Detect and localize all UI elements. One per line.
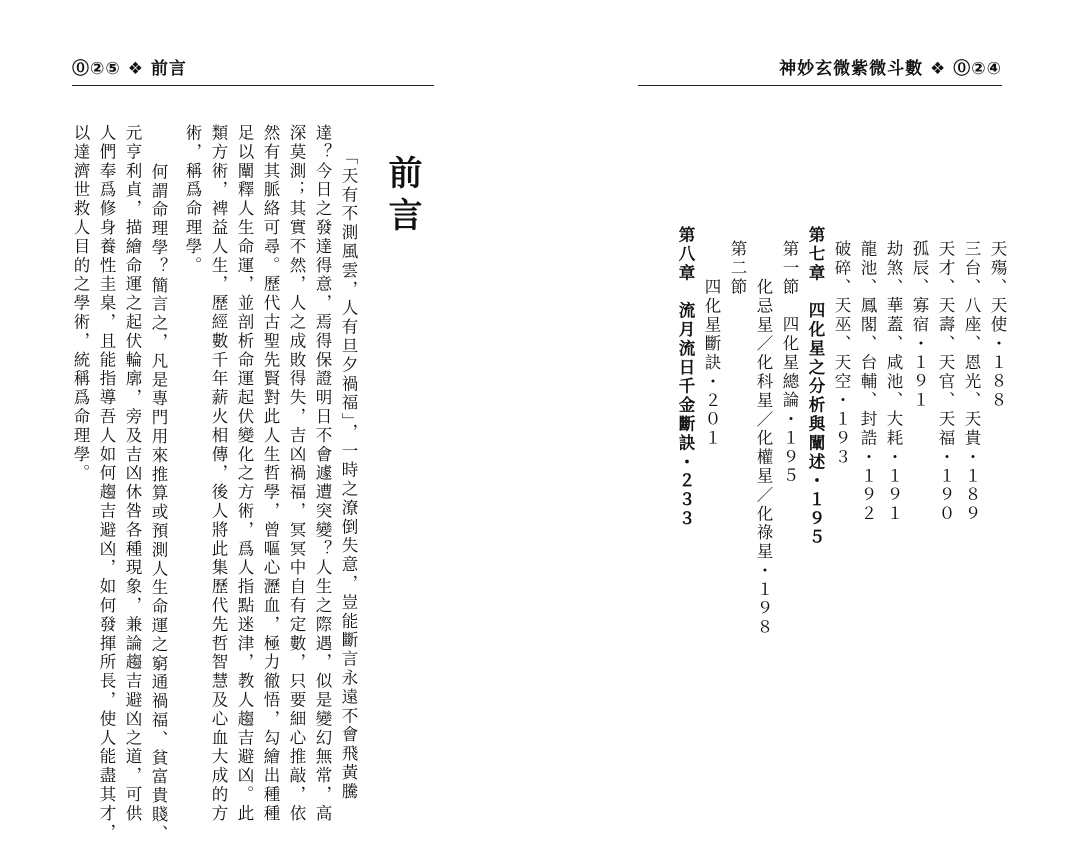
toc-entry-1: 天殤、天使・１８８ — [988, 240, 1007, 411]
toc-chapter-7: 第七章 四化星之分析與闡述・１９５ — [806, 226, 825, 548]
preface-column-7: 術，稱爲命理學。 — [183, 124, 202, 276]
toc-section-1: 第一節 四化星總論・１９５ — [780, 240, 799, 486]
toc-subentry-sihua: 化忌星／化科星／化權星／化祿星・１９８ — [754, 278, 773, 638]
toc-entry-6: 龍池、鳳閣、台輔、封誥・１９２ — [858, 240, 877, 524]
right-page — [540, 0, 1080, 752]
toc-entry-2: 三台、八座、恩光、天貴・１８９ — [962, 240, 981, 524]
left-header-text: ⓪②⑤ ❖ 前言 — [72, 59, 187, 79]
preface-column-11: 以達濟世救人目的之學術，統稱爲命理學。 — [71, 124, 90, 484]
preface-column-3: 深莫測；其實不然，人之成敗得失，吉凶禍福，冥冥中自有定數，只要細心推敲，依 — [287, 124, 306, 824]
preface-column-9: 元亨利貞，描繪命運之起伏輪廓，旁及吉凶休咎各種現象，兼論趨吉避凶之道，可供 — [123, 124, 142, 824]
toc-entry-4: 孤辰、寡宿・１９１ — [910, 240, 929, 411]
preface-column-8: 何謂命理學？簡言之，凡是專門用來推算或預測人生命運之窮通禍福、貧富貴賤、 — [149, 144, 168, 843]
toc-entry-3: 天才、天壽、天官、天福・１９０ — [936, 240, 955, 524]
toc-subentry-duanjue: 四化星斷訣・２０１ — [702, 278, 721, 449]
toc-entry-5: 劫煞、華蓋、咸池、大耗・１９１ — [884, 240, 903, 524]
preface-title: 前言 — [382, 155, 422, 239]
right-page-header — [638, 55, 1002, 86]
toc-entry-7: 破碎、天巫、天空・１９３ — [832, 240, 851, 467]
toc-chapter-8: 第八章 流月流日千金斷訣・２３３ — [676, 226, 695, 529]
left-page-header — [72, 55, 434, 86]
preface-column-6: 類方術，裨益人生，歷經數千年薪火相傳，後人將此集歷代先哲智慧及心血大成的方 — [209, 124, 228, 824]
preface-column-5: 足以闡釋人生命運，並剖析命運起伏變化之方術，爲人指點迷津，教人趨吉避凶。此 — [235, 124, 254, 824]
preface-column-1: 「天有不測風雲，人有旦夕禍福」，一時之潦倒失意，豈能斷言永遠不會飛黃騰 — [339, 148, 358, 802]
preface-column-4: 然有其脈絡可尋。歷代古聖先賢對此人生哲學，曾嘔心瀝血，極力徹悟，勾繪出種種 — [261, 124, 280, 824]
toc-section-2: 第二節 — [728, 240, 747, 297]
right-header-text: 神妙玄微紫微斗數 ❖ ⓪②④ — [779, 59, 1002, 79]
preface-column-10: 人們奉爲修身養性圭臬，且能指導吾人如何趨吉避凶，如何發揮所長，使人能盡其才， — [97, 124, 116, 843]
preface-column-2: 達？今日之發達得意，焉得保證明日不會遽遭突變？人生之際遇，似是變幻無常，高 — [313, 124, 332, 824]
